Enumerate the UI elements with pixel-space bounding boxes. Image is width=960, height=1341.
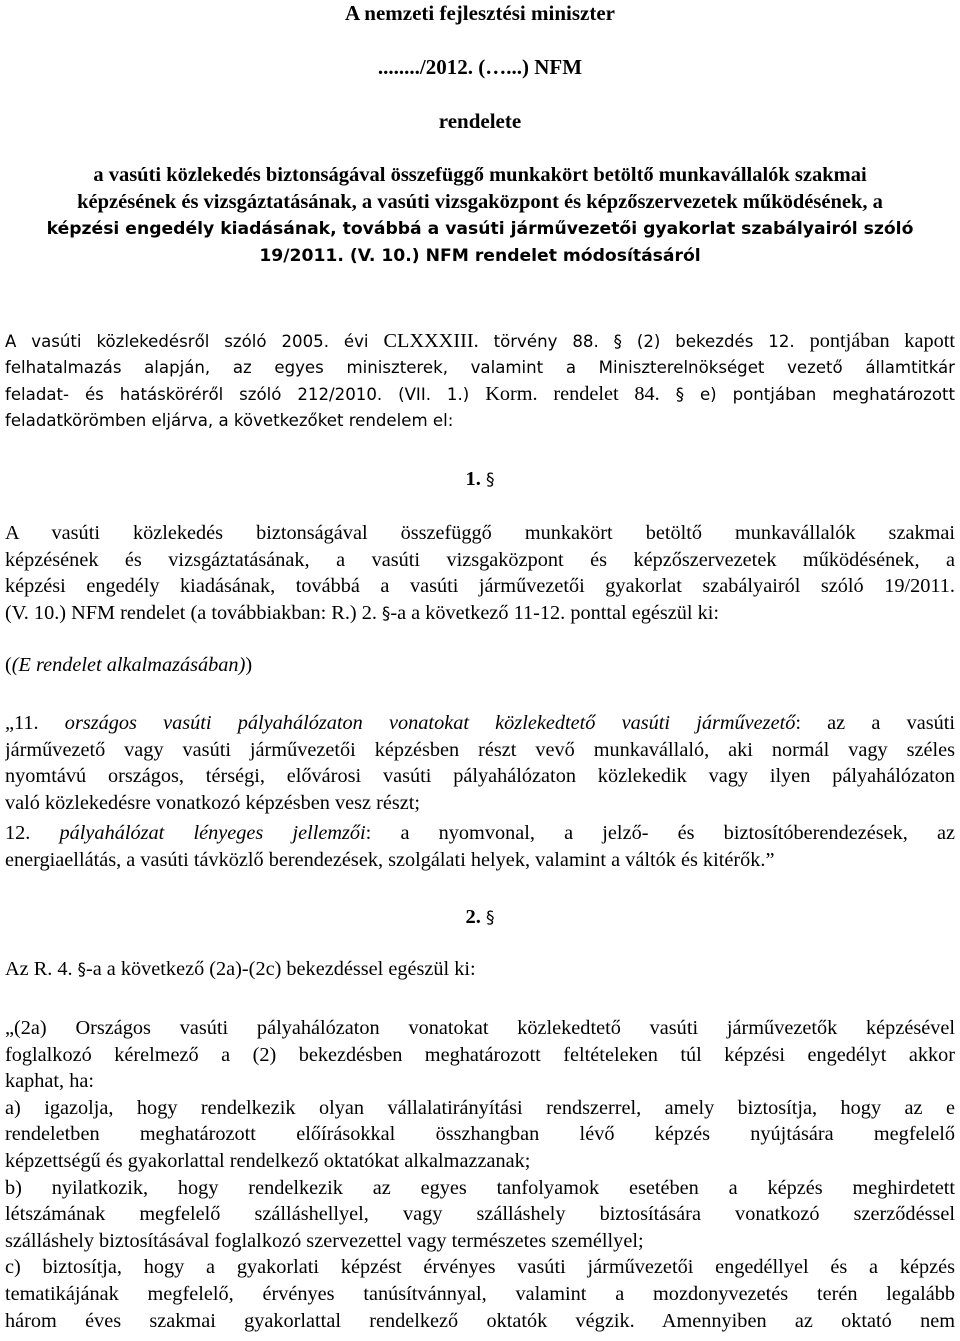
title-line: a vasúti közlekedés biztonságával összefüggő munkakört betöltő munkavállalók szakmai (93, 164, 867, 186)
definitions-heading-block (5, 652, 955, 679)
section-2-body (5, 1015, 955, 1334)
section-2-intro (5, 956, 955, 983)
decree-number: ......../2012. (…...) NFM (377, 55, 583, 79)
title-line: képzésének és vizsgáztatásának, a vasúti vizsgaközpont és képzőszervezetek működésének, a (77, 191, 883, 213)
body-line: három éves szakmai gyakorlattal rendelkező oktatók végzik. Amennyiben az oktató nem (5, 1309, 955, 1332)
body-line: való közlekedésre vonatkozó képzésben vesz részt; (5, 791, 421, 814)
preamble (5, 328, 955, 434)
body-line: foglalkozó kérelmező a (2) bekezdésben meghatározott feltételeken túl képzési engedélyt akkor (5, 1043, 955, 1066)
body-line: (V. 10.) NFM rendelet (a továbbiakban: R.) 2. §-a a következő 11-12. ponttal egészül ki: (5, 601, 720, 624)
body-line: A vasúti közlekedés biztonságával összefüggő munkakört betöltő munkavállalók szakmai (5, 522, 955, 544)
definition-12 (5, 820, 955, 873)
definition-11 (5, 710, 955, 816)
title-line: 19/2011. (V. 10.) NFM rendelet módosításáról (259, 246, 701, 266)
section-sign-icon: § (486, 908, 495, 928)
section-1-heading: 1. § (465, 468, 495, 490)
body-line: járművezető vagy vasúti járművezetői képzésben részt vevő munkavállaló, aki normál vagy széles (5, 738, 955, 761)
body-line: kaphat, ha: (5, 1070, 94, 1093)
body-line: nyomtávú országos, térségi, elővárosi vasúti pályahálózaton közlekedik vagy ilyen pályahálózaton (5, 765, 955, 788)
body-line: „(2a) Országos vasúti pályahálózaton vonatokat közlekedtető vasúti járművezetők képzésével (5, 1017, 955, 1039)
body-line: rendeletben meghatározott előírásokkal összhangban lévő képzés nyújtására megfelelő (5, 1123, 955, 1146)
title-line: képzési engedély kiadásának, továbbá a vasúti járművezetői gyakorlat szabályairól szóló (46, 219, 914, 239)
decree-kind: rendelete (438, 109, 522, 133)
body-line: szálláshely biztosításával foglalkozó szervezettel vagy természetes személlyel; (5, 1229, 644, 1252)
preamble-line: A vasúti közlekedésről szóló 2005. évi CLXXXIII. törvény 88. § (2) bekezdés 12. pontjában kapott (5, 330, 955, 352)
section-1-body (5, 520, 955, 626)
section-sign-icon: § (486, 470, 495, 490)
body-line: energiaellátás, a vasúti távközlő berendezések, szolgálati helyek, valamint a váltók és kitérők.” (5, 848, 775, 871)
body-line: tematikájának megfelelő, érvényes tanúsítvánnyal, valamint a mozdonyvezetés terén legalább (5, 1282, 955, 1305)
body-line: képzettségű és gyakorlattal rendelkező oktatókat alkalmazzanak; (5, 1149, 531, 1172)
section-2-heading: 2. § (465, 906, 495, 928)
body-line: b) nyilatkozik, hogy rendelkezik az egyes tanfolyamok esetében a képzés meghirdetett (5, 1176, 955, 1199)
body-line: Az R. 4. §-a a következő (2a)-(2c) bekezdéssel egészül ki: (5, 958, 476, 980)
body-line: létszámának megfelelő szálláshellyel, vagy szálláshely biztosítására vonatkozó szerződéssel (5, 1203, 955, 1226)
preamble-line: felhatalmazás alapján, az egyes miniszterek, valamint a Miniszterelnökséget vezető államtitkár (5, 357, 955, 377)
preamble-line: feladat- és hatásköréről szóló 212/2010. (VII. 1.) Korm. rendelet 84. § e) pontjában meghatározott (5, 383, 955, 406)
body-line: c) biztosítja, hogy a gyakorlati képzést érvényes vasúti járművezetői engedéllyel és a képzés (5, 1256, 955, 1279)
issuer-heading: A nemzeti fejlesztési miniszter (345, 1, 615, 25)
decree-title (0, 162, 960, 270)
definitions-heading: ((E rendelet alkalmazásában)) (5, 654, 253, 676)
body-line: képzési engedély kiadásának, továbbá a vasúti járművezetői gyakorlat szabályairól szóló 19/2011. (5, 575, 955, 598)
body-line: képzésének és vizsgáztatásának, a vasúti vizsgaközpont és képzőszervezetek működésének, a (5, 548, 955, 571)
body-line: 12. pályahálózat lényeges jellemzői: a nyomvonal, a jelző- és biztosítóberendezések, az (5, 822, 955, 844)
preamble-line: feladatkörömben eljárva, a következőket rendelem el: (5, 410, 454, 430)
body-line: „11. országos vasúti pályahálózaton vonatokat közlekedtető vasúti járművezető: az a vasúti (5, 712, 955, 734)
body-line: a) igazolja, hogy rendelkezik olyan vállalatirányítási rendszerrel, amely biztosítja, hogy az e (5, 1096, 955, 1119)
